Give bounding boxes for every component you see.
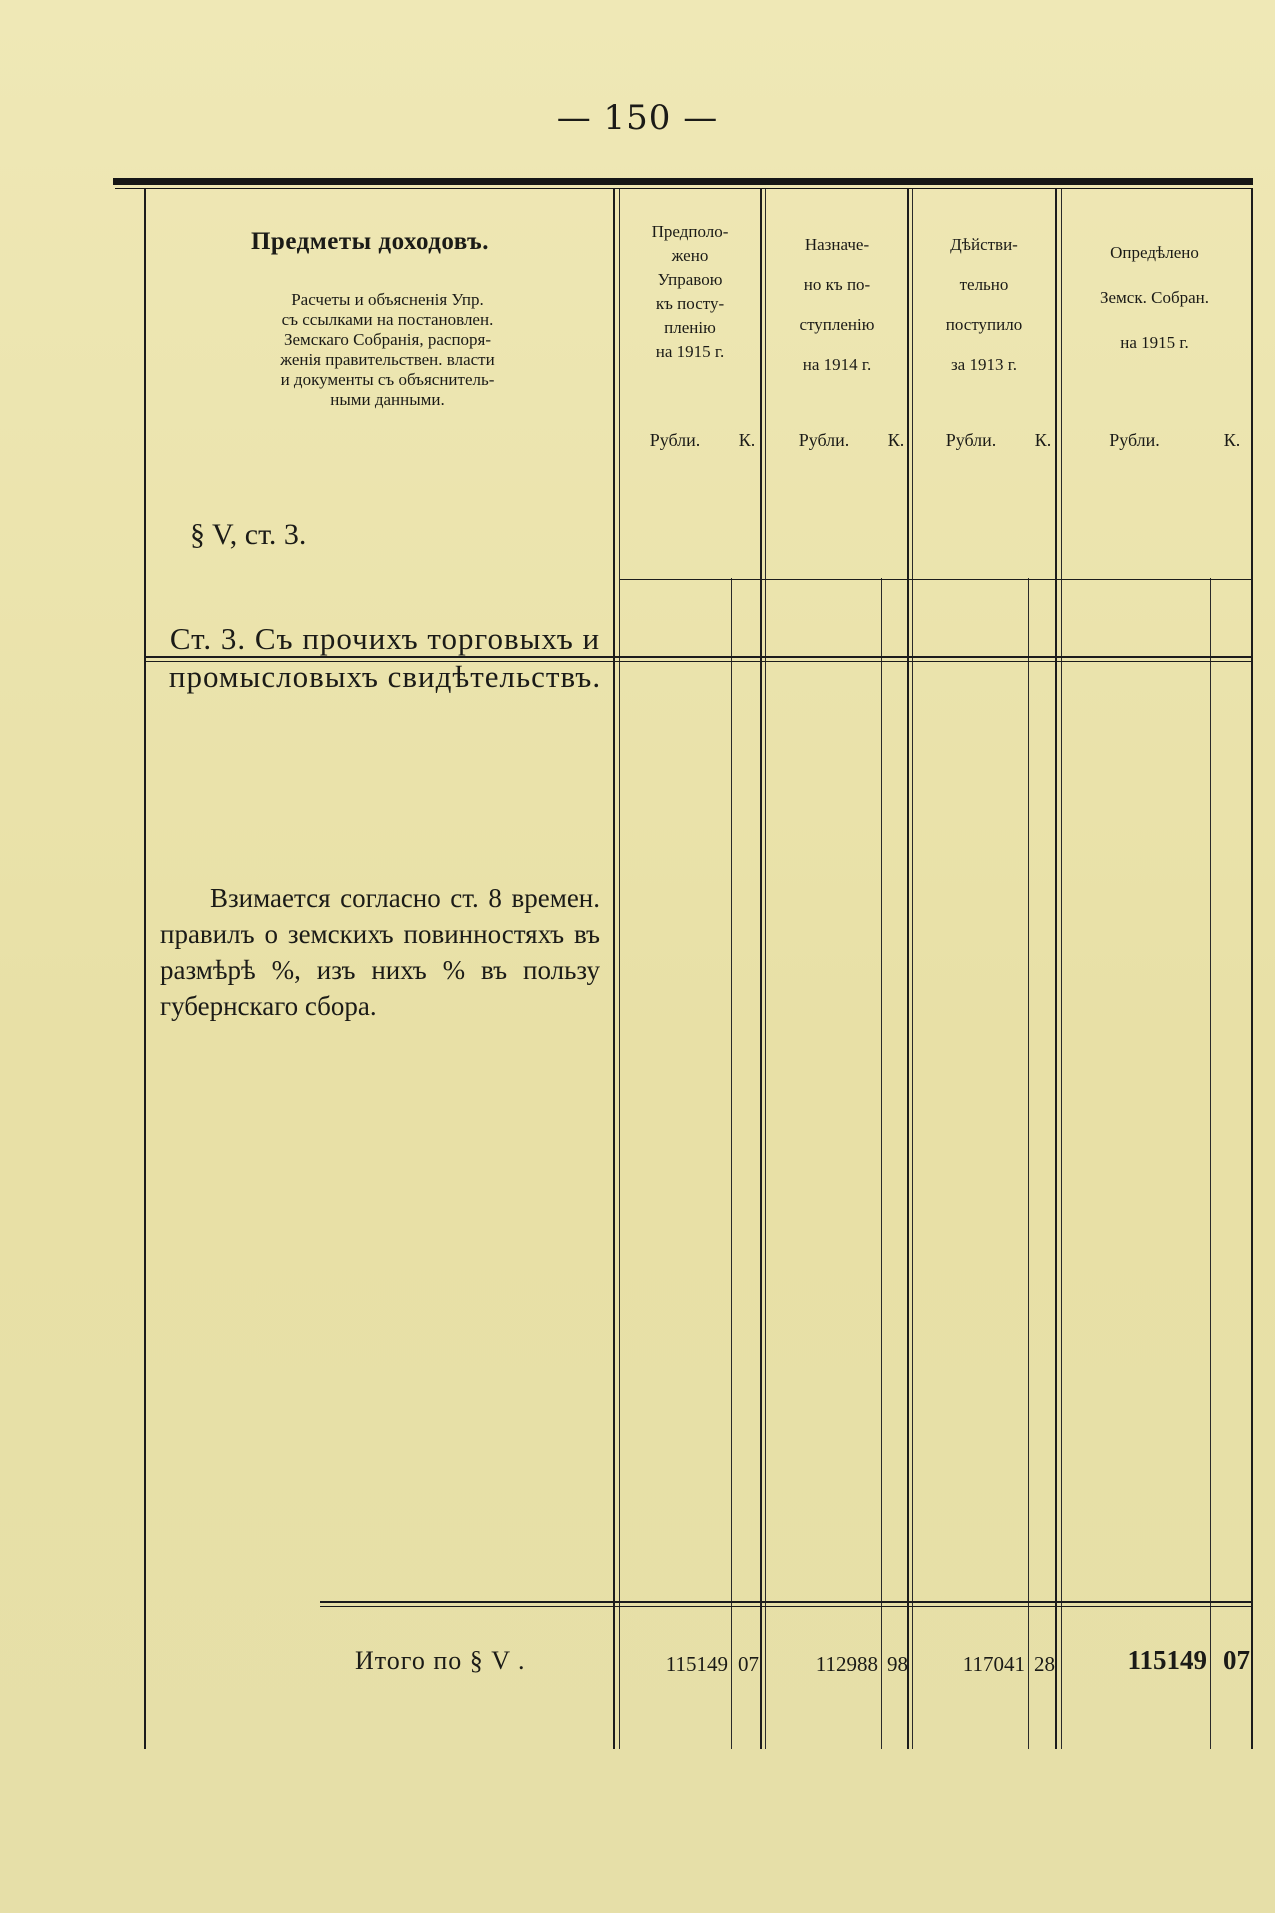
c2-right-border [907,189,909,1749]
c1-right-border [760,189,762,1749]
total-c2-rub: 112988 [815,1652,878,1676]
total-c1-rub: 115149 [665,1652,728,1676]
unit-kop-c4: К. [1223,430,1241,450]
c2-right-border-2 [912,189,913,1749]
c3-right-border-2 [1061,189,1062,1749]
table-right-border [1251,189,1253,1749]
desc-col-border-2 [619,189,620,1749]
total-c1-kop: 07 [738,1652,759,1676]
total-c3-rub: 117041 [962,1652,1025,1676]
unit-rub-c3: Рубли. [945,430,997,450]
total-c3-kop: 28 [1034,1652,1055,1676]
total-c2-kop: 98 [887,1652,908,1676]
unit-kop-c2: К. [887,430,905,450]
total-label: Итого по § V . [355,1646,526,1675]
table-top-rule [113,178,1253,185]
total-c4-kop: 07 [1223,1645,1250,1675]
col-head-assigned-1914: Назначе- но къ по- ступленію на 1914 г. [799,235,875,374]
header-title: Предметы доходовъ. [250,228,490,255]
col-head-planned: Предполо- жено Управою къ посту- пленію на 1915 г. [651,222,729,361]
total-c4-rub: 115149 [1127,1645,1207,1675]
total-top-rule [320,1601,1251,1603]
col-head-approved-1915: Опредѣлено Земск. Собран. на 1915 г. [1099,243,1209,352]
unit-rub-c1: Рубли. [649,430,701,450]
c3-right-border [1055,189,1057,1749]
c2-kop-divider [881,578,882,1749]
total-top-rule-2 [320,1606,1251,1607]
table-left-border [144,189,146,1749]
table-top-rule-thin [115,188,1253,189]
unit-rub-c4: Рубли. [1109,430,1160,450]
desc-col-border [613,189,615,1749]
page-number: — 150 — [556,98,719,138]
unit-kop-c1: К. [738,430,756,450]
article-title: Ст. 3. Съ прочихъ торговыхъ и промысловыхъ свидѣтельствъ. [168,621,602,694]
c4-kop-divider [1210,578,1211,1749]
c1-kop-divider [731,578,732,1749]
unit-rub-c2: Рубли. [798,430,850,450]
col-head-actual-1913: Дѣйстви- тельно поступило за 1913 г. [945,235,1023,374]
header-subtitle: Расчеты и объясненія Упр. съ ссылками на постановлен. Земскаго Собранія, распоря- женія правительствен. власти и документы съ объяснитель- ными данными. [280,290,495,409]
c3-kop-divider [1028,578,1029,1749]
c1-right-border-2 [765,189,766,1749]
units-top-rule [620,579,1251,580]
unit-kop-c3: К. [1034,430,1052,450]
section-heading: § V, ст. 3. [190,518,307,551]
article-text: Взимается согласно ст. 8 времен. правилъ о земскихъ повинностяхъ въ размѣрѣ %, изъ нихъ % въ пользу губернскаго сбора. [160,883,600,1021]
